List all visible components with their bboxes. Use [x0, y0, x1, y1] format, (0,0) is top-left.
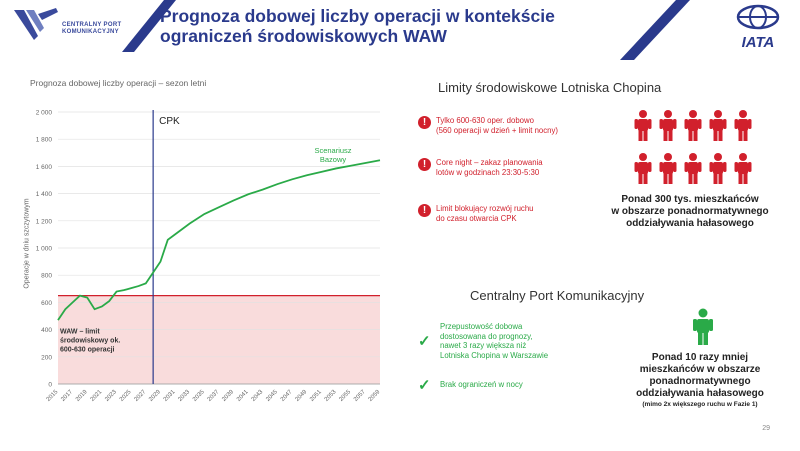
cpk-caption-line2: mieszkańców w obszarze	[639, 364, 761, 375]
residents-people-grid	[632, 108, 762, 194]
green-bullet-1-line4: Lotniska Chopina w Warszawie	[440, 350, 549, 360]
y-tick-label: 600	[41, 299, 52, 307]
x-tick-label: 2053	[323, 389, 338, 403]
person-red-icon	[735, 153, 752, 184]
x-tick-label: 2041	[235, 389, 250, 403]
x-tick-label: 2047	[279, 389, 294, 403]
limit-label: środowiskowy ok.	[60, 337, 121, 345]
series-label: Bazowy	[319, 155, 347, 164]
x-tick-label: 2031	[162, 389, 177, 403]
iata-label: IATA	[741, 34, 775, 51]
person-red-icon	[635, 110, 652, 141]
green-bullet-2-line1: Brak ograniczeń w nocy	[440, 380, 523, 389]
check-icon: ✓	[418, 333, 431, 350]
cpk-label: CPK	[159, 116, 180, 127]
cpk-caption	[600, 352, 800, 409]
limit-label: 600-630 operacji	[60, 346, 115, 354]
x-tick-label: 2045	[265, 389, 279, 403]
warning-icon: !	[418, 158, 431, 171]
people-caption-line1: Ponad 300 tys. mieszkańców	[621, 194, 759, 205]
person-red-icon	[685, 110, 702, 141]
x-tick-label: 2017	[60, 389, 75, 403]
red-bullet-3-line2: do czasu otwarcia CPK	[436, 213, 517, 223]
person-red-icon	[660, 153, 677, 184]
green-bullet-1-line3: nawet 3 razy większa niż	[440, 341, 527, 350]
red-bullet-1-line2: (560 operacji w dzień + limit nocny)	[436, 125, 558, 135]
x-tick-label: 2039	[221, 389, 236, 403]
x-tick-label: 2049	[294, 389, 309, 403]
person-red-icon	[660, 110, 677, 141]
person-red-icon	[635, 153, 652, 184]
y-tick-label: 1 800	[35, 136, 52, 144]
y-tick-label: 1 200	[35, 218, 52, 226]
x-tick-label: 2015	[45, 389, 60, 403]
person-red-icon	[710, 153, 727, 184]
people-caption	[590, 194, 790, 230]
x-tick-label: 2021	[89, 389, 104, 403]
person-green-icon	[692, 308, 714, 346]
green-bullet-1-line2: dostosowana do prognozy,	[440, 331, 533, 341]
x-tick-label: 2037	[206, 389, 221, 403]
x-tick-label: 2033	[177, 389, 192, 403]
x-tick-label: 2057	[353, 389, 367, 403]
chart-title: Prognoza dobowej liczby operacji – sezon letni	[30, 78, 207, 88]
person-red-icon	[710, 110, 727, 141]
globe-icon	[728, 4, 788, 30]
red-bullet-2-line2: lotów w godzinach 23:30-5:30	[436, 167, 540, 177]
section2-title: Centralny Port Komunikacyjny	[470, 288, 645, 303]
y-tick-label: 2 000	[35, 109, 52, 117]
x-tick-label: 2059	[367, 389, 382, 403]
limit-label: WAW – limit	[60, 328, 100, 336]
series-label: Scenariusz	[314, 146, 352, 155]
person-red-icon	[735, 110, 752, 141]
title-line2: ograniczeń środowiskowych WAW	[160, 26, 447, 46]
logo-text-line1: CENTRALNY PORT	[62, 22, 122, 28]
cpk-caption-line3: ponadnormatywnego	[649, 376, 751, 387]
people-caption-line2: w obszarze ponadnormatywnego	[611, 206, 769, 217]
x-tick-label: 2051	[309, 389, 323, 403]
x-tick-label: 2055	[338, 389, 353, 403]
red-bullet-2-line1: Core night – zakaz planowania	[436, 158, 543, 167]
warning-icon: !	[418, 204, 431, 217]
y-tick-label: 400	[41, 327, 52, 335]
check-icon: ✓	[418, 377, 431, 394]
section1-title: Limity środowiskowe Lotniska Chopina	[438, 80, 662, 95]
logo-text-line2: KOMUNIKACYJNY	[62, 29, 119, 35]
y-tick-label: 1 600	[35, 163, 52, 171]
iata-logo	[728, 4, 788, 51]
cpk-caption-note: (mimo 2x większego ruchu w Fazie 1)	[642, 401, 758, 408]
x-tick-label: 2019	[74, 389, 89, 403]
y-tick-label: 1 400	[35, 191, 52, 199]
person-red-icon	[685, 153, 702, 184]
page-title	[160, 6, 620, 46]
x-tick-label: 2027	[133, 389, 148, 403]
green-bullet-1-line1: Przepustowość dobowa	[440, 322, 523, 331]
red-bullet-3-line1: Limit blokujący rozwój ruchu	[436, 204, 534, 213]
y-tick-label: 200	[41, 354, 52, 362]
x-tick-label: 2029	[148, 389, 162, 403]
title-line1: Prognoza dobowej liczby operacji w kontekście	[160, 6, 555, 26]
x-tick-label: 2043	[250, 389, 265, 403]
red-bullet-1-line1: Tylko 600-630 oper. dobowo	[436, 116, 534, 125]
people-caption-line3: oddziaływania hałasowego	[626, 218, 754, 229]
cpk-caption-line1: Ponad 10 razy mniej	[651, 352, 749, 363]
x-tick-label: 2025	[118, 389, 133, 403]
y-axis-label: Operacje w dniu szczytowym	[23, 198, 31, 289]
y-tick-label: 1 000	[35, 245, 52, 253]
cpk-caption-line4: oddziaływania hałasowego	[636, 388, 764, 399]
warning-icon: !	[418, 116, 431, 129]
y-tick-label: 800	[41, 272, 52, 280]
page-number: 29	[762, 425, 770, 432]
x-tick-label: 2023	[104, 389, 118, 403]
y-tick-label: 0	[48, 381, 52, 389]
x-tick-label: 2035	[192, 389, 206, 403]
forecast-chart	[0, 100, 400, 430]
